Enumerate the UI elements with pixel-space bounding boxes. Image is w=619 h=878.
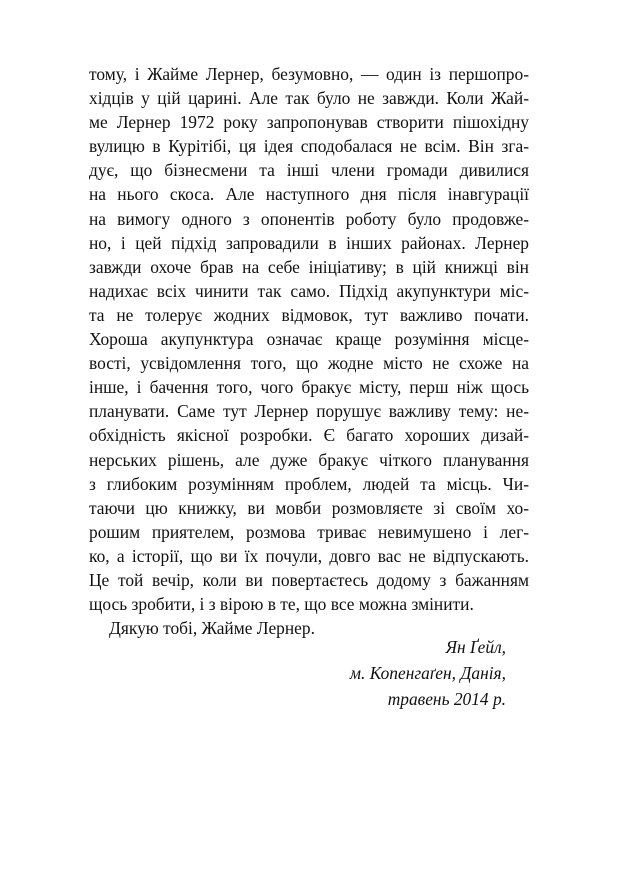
text-line: таючи цю книжку, ви мовби розмовляєте зі своїм хо- — [89, 497, 529, 518]
signature-block — [350, 634, 506, 712]
signature-place: м. Копенгаґен, Данія, — [349, 663, 506, 683]
text-line: нерських рішень, але дуже бракує чіткого планування — [89, 449, 529, 470]
text-line: вості, усвідомлення того, що жодне місто не схоже на — [89, 353, 529, 374]
signature-author: Ян Ґейл, — [445, 637, 506, 657]
text-line: вулицю в Курітібі, ця ідея сподобалася не всім. Він зга- — [89, 136, 529, 157]
text-line: рошим приятелем, розмова триває невимушено і лег- — [89, 521, 529, 542]
text-line: Це той вечір, коли ви повертаєтесь додому з бажанням — [89, 569, 529, 590]
text-line: інше, і бачення того, чого бракує місту, перш ніж щось — [89, 377, 529, 398]
text-line: Хороша акупунктура означає краще розуміння місце- — [89, 329, 529, 350]
text-line: ко, а історії, що ви їх почули, довго вас не відпускають. — [89, 545, 529, 566]
text-line: планувати. Саме тут Лернер порушує важливу тему: не- — [89, 401, 529, 422]
text-line: з глибоким розумінням проблем, людей та місць. Чи- — [89, 473, 529, 494]
body-text — [89, 62, 529, 640]
text-line: тому, і Жайме Лернер, безумовно, — один із першопро- — [89, 64, 529, 84]
text-line: дує, що бізнесмени та інші члени громади дивилися — [89, 160, 529, 181]
text-line: та не толерує жодних відмовок, тут важливо почати. — [89, 304, 529, 325]
text-line: на нього скоса. Але наступного дня після інавгурації — [89, 184, 529, 205]
text-line: надихає всіх чинити так само. Підхід акупунктури міс- — [89, 280, 529, 301]
text-line: хідців у цій царині. Але так було не завжди. Коли Жай- — [89, 88, 529, 109]
text-line: на вимогу одного з опонентів роботу було продовже- — [89, 208, 529, 229]
text-line: ме Лернер 1972 року запропонував створити пішохідну — [89, 112, 529, 133]
closing-line: Дякую тобі, Жайме Лернер. — [109, 618, 315, 639]
text-line: обхідність якісної розробки. Є багато хороших дизай- — [89, 425, 529, 446]
text-line: но, і цей підхід запровадили в інших районах. Лернер — [89, 232, 529, 253]
signature-date: травень 2014 р. — [387, 689, 506, 709]
text-line: завжди охоче брав на себе ініціативу; в цій книжці він — [89, 256, 529, 277]
text-line: щось зробити, і з вірою в те, що все можна змінити. — [89, 594, 474, 615]
